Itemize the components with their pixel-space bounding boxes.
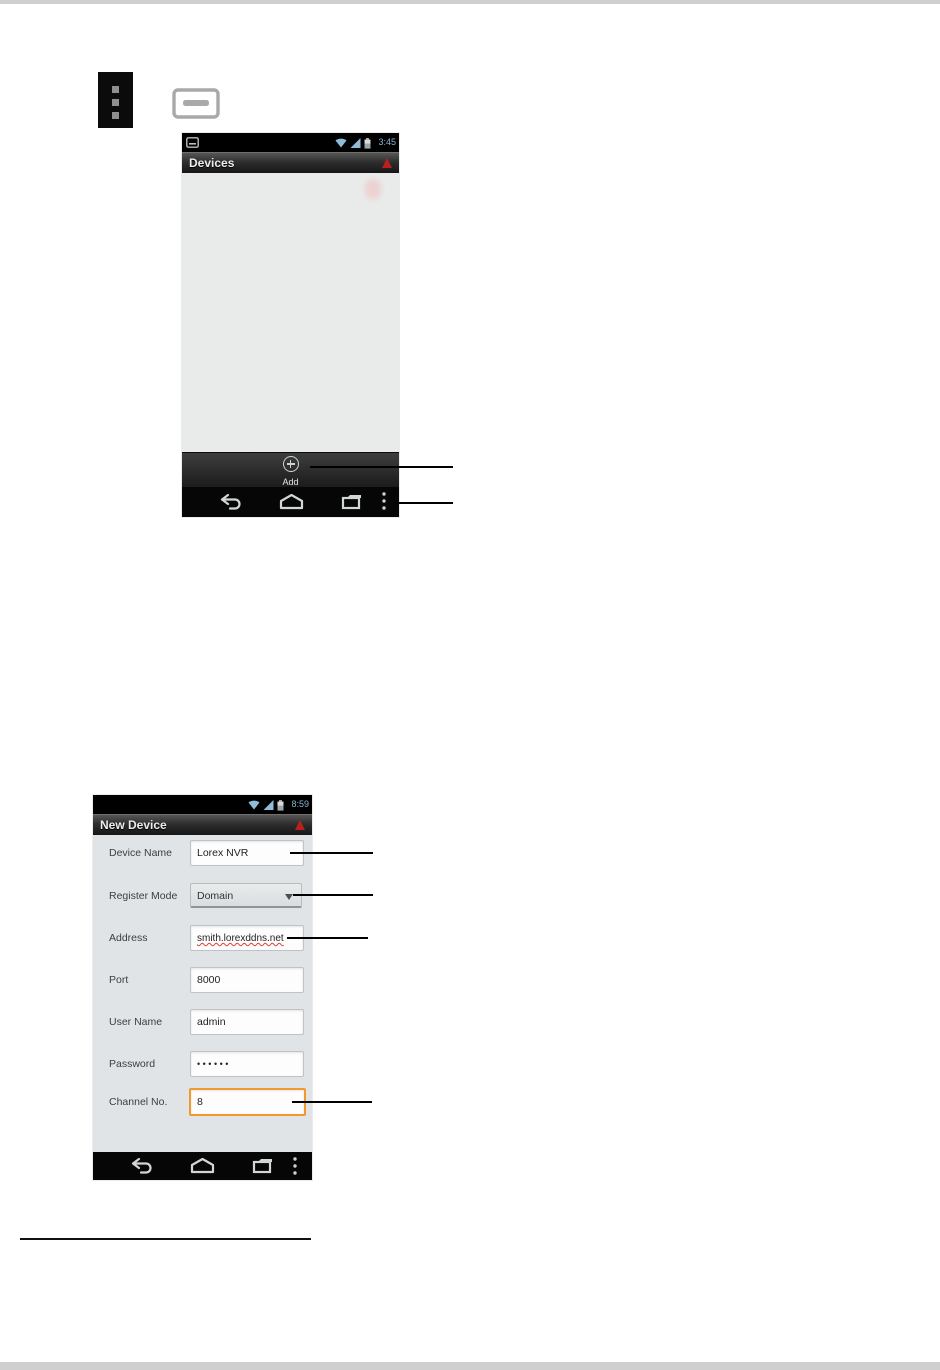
password-value: ••••••	[197, 1059, 231, 1069]
alert-triangle-icon[interactable]	[382, 158, 392, 168]
add-plus-icon	[283, 456, 299, 472]
register-mode-label: Register Mode	[109, 890, 178, 902]
footnote-rule	[20, 1238, 311, 1240]
chevron-down-icon	[285, 894, 293, 900]
device-name-input[interactable]	[190, 840, 304, 866]
screen-title: New Device	[100, 818, 167, 832]
wifi-icon	[335, 138, 347, 148]
menu-overflow-icon[interactable]	[381, 491, 387, 511]
back-button-icon[interactable]	[218, 492, 244, 511]
callout-line-channel-no	[292, 1101, 372, 1103]
device-list-empty	[182, 173, 399, 452]
password-label: Password	[109, 1058, 156, 1070]
wifi-icon	[248, 800, 260, 810]
new-device-form	[93, 835, 312, 1152]
callout-line-add	[310, 466, 453, 468]
home-button-icon[interactable]	[190, 1156, 215, 1175]
android-nav-bar	[93, 1152, 312, 1180]
alert-triangle-icon[interactable]	[295, 820, 305, 830]
user-name-value: admin	[197, 1016, 226, 1028]
home-button-icon[interactable]	[279, 492, 304, 511]
port-value: 8000	[197, 974, 221, 986]
port-input[interactable]	[190, 967, 304, 993]
screenshot-new-device	[93, 795, 312, 1180]
device-name-label: Device Name	[109, 847, 173, 859]
device-name-value: Lorex NVR	[197, 847, 249, 859]
form-row-user-name	[93, 1009, 312, 1035]
form-row-device-name	[93, 840, 312, 866]
form-row-register-mode	[93, 883, 312, 909]
android-nav-bar	[182, 487, 399, 517]
battery-icon	[277, 800, 284, 811]
battery-icon	[364, 138, 371, 149]
port-label: Port	[109, 974, 129, 986]
form-row-address	[93, 925, 312, 951]
status-time: 3:45	[378, 137, 396, 147]
recents-button-icon[interactable]	[251, 1156, 276, 1175]
user-name-label: User Name	[109, 1016, 163, 1028]
back-button-icon[interactable]	[129, 1156, 155, 1175]
callout-line-device-name	[290, 852, 373, 854]
password-input[interactable]	[190, 1051, 304, 1077]
title-bar	[93, 814, 312, 835]
page-top-edge	[0, 0, 940, 4]
channel-no-label: Channel No.	[109, 1096, 168, 1108]
page-bottom-edge	[0, 1362, 940, 1370]
status-bar	[93, 795, 312, 814]
register-mode-value: Domain	[197, 890, 234, 902]
red-artifact	[365, 179, 381, 199]
recents-button-icon[interactable]	[340, 492, 365, 511]
callout-line-register-mode	[293, 894, 373, 896]
channel-no-input[interactable]	[189, 1088, 306, 1116]
status-time: 8:59	[291, 799, 309, 809]
user-name-input[interactable]	[190, 1009, 304, 1035]
title-bar	[182, 152, 399, 173]
address-value: smith.lorexddns.net	[197, 933, 284, 944]
screen-title: Devices	[189, 156, 235, 170]
add-button-label: Add	[282, 477, 299, 487]
notification-icon	[186, 137, 199, 148]
form-row-channel-no	[93, 1089, 312, 1115]
menu-dots-key-icon	[98, 72, 133, 128]
register-mode-dropdown[interactable]	[190, 883, 302, 908]
callout-line-address	[287, 937, 368, 939]
channel-no-value: 8	[197, 1096, 203, 1108]
signal-icon	[263, 800, 274, 810]
form-row-password	[93, 1051, 312, 1077]
callout-line-menu	[393, 502, 453, 504]
add-device-button[interactable]	[261, 454, 321, 487]
address-label: Address	[109, 932, 148, 944]
menu-key-icon	[172, 88, 220, 120]
form-row-port	[93, 967, 312, 993]
menu-overflow-icon[interactable]	[292, 1156, 298, 1176]
bottom-toolbar	[182, 452, 399, 487]
signal-icon	[350, 138, 361, 148]
status-bar	[182, 133, 399, 152]
screenshot-devices	[182, 133, 399, 517]
